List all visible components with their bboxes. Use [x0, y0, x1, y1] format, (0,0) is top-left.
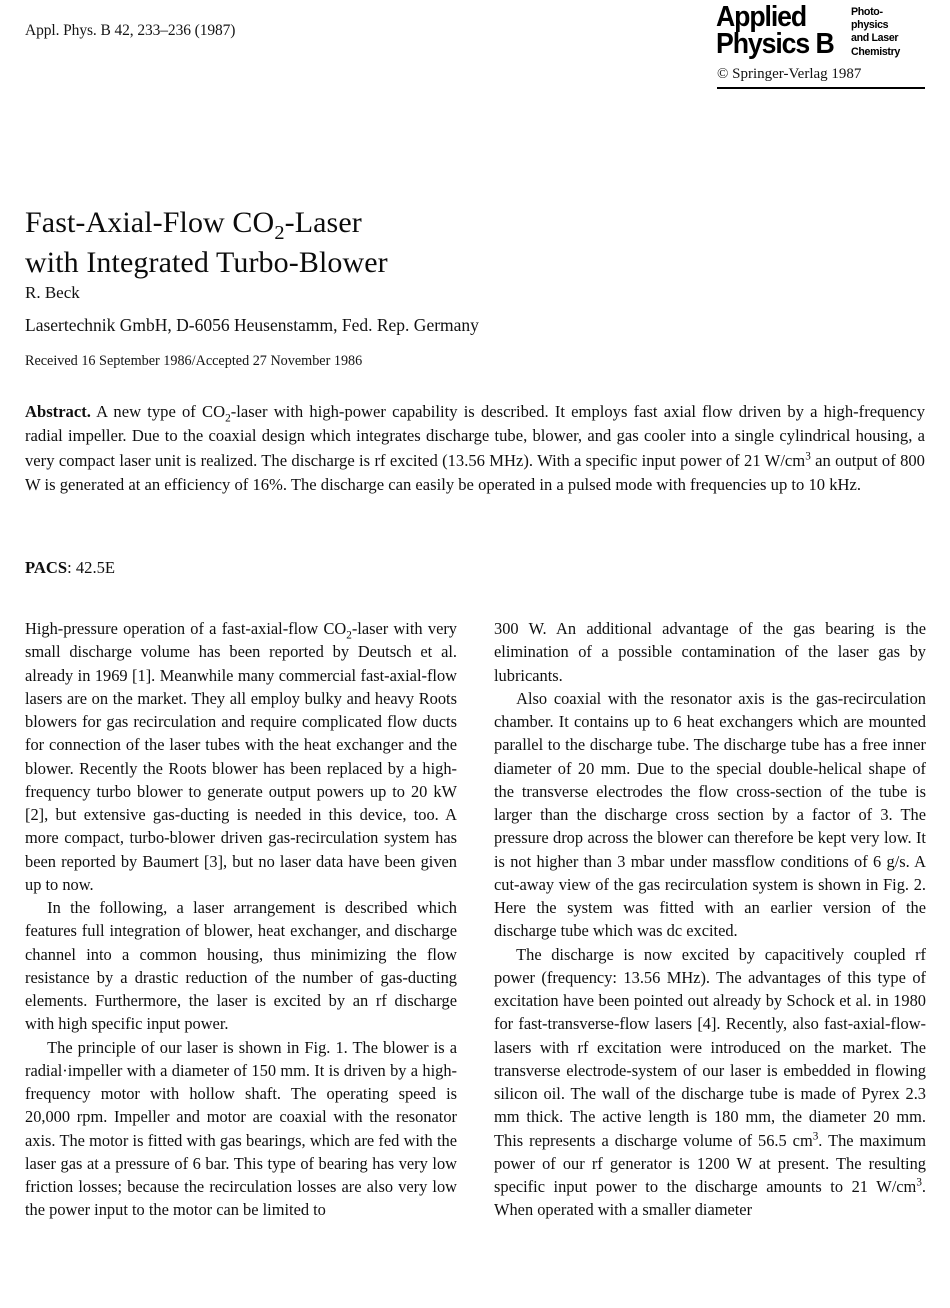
journal-subtitle-line1: Photo-: [850, 6, 883, 18]
body-columns: [25, 617, 927, 1222]
title-subscript: 2: [274, 222, 285, 245]
paragraph: The principle of our laser is shown in Fig. 1. The blower is a radial·impeller with a diameter of 150 mm. It is driven by a high-frequency motor with hollow shaft. The operating speed is 20,000 rpm. Impeller and motor are coaxial with the resonator axis. The motor is fitted with gas bearings, which are fed with the laser gas at a pressure of 6 bar. This type of bearing has very low friction losses; because the recirculation losses are also very low the power input to the motor can be limited to: [25, 1037, 457, 1220]
right-p3-superscript-2: 3: [916, 1176, 922, 1189]
paragraph: 300 W. An additional advantage of the gas bearing is the elimination of a possible contamination of the laser gas by lubricants.: [494, 619, 926, 685]
paragraph: In the following, a laser arrangement is described which features full integration of blower, heat exchanger, and discharge channel into a common housing, thus minimizing the flow resistance by a drastic reduction of the number of gas-ducting elements. Furthermore, the laser is excited by an rf discharge with high specific input power.: [25, 898, 457, 1034]
masthead-divider: [717, 87, 925, 90]
submission-history: Received 16 September 1986/Accepted 27 November 1986: [25, 353, 363, 369]
abstract-superscript-1: 3: [805, 450, 811, 463]
author-name: R. Beck: [25, 283, 80, 302]
right-p3-superscript-1: 3: [812, 1130, 819, 1143]
paragraph: [25, 617, 457, 896]
right-p3-text-2: . The maximum power of our rf generator is 1200 W at present. The resulting specific input power to the discharge amounts to 21 W/cm: [494, 1130, 926, 1196]
author-affiliation: Lasertechnik GmbH, D-6056 Heusenstamm, Fed. Rep. Germany: [25, 315, 479, 335]
journal-name-line1: Applied: [716, 1, 807, 33]
abstract-text-1: A new type of CO: [90, 402, 226, 421]
abstract-text-2: -laser with high-power capability is described. It employs fast axial flow driven by a high-frequency radial impeller. Due to the coaxial design which integrates discharge tube, blower, and gas cooler into a single cylindrical housing, a very compact laser unit is realized. The discharge is rf excited (13.56 MHz). With a specific input power of 21 W/cm: [25, 402, 926, 470]
pacs-value: : 42.5E: [67, 558, 116, 577]
right-p3-text-1: The discharge is now excited by capacitively coupled rf power (frequency: 13.56 MHz). The advantages of this type of excitation have been pointed out already by Schock et al. in 1980 for fast-transverse-flow lasers [4]. Recently, also fast-axial-flow-lasers with rf excitation were introduced on the market. The transverse electrode-system of our laser is embedded in flowing silicon oil. The wall of the discharge tube is made of Pyrex 2.3 mm thick. The active length is 180 mm, the diameter 20 mm. This represents a discharge volume of 56.5 cm: [494, 944, 926, 1150]
journal-subtitle-line4: Chemistry: [850, 45, 900, 58]
left-p1-text-1: High-pressure operation of a fast-axial-flow CO: [25, 619, 347, 638]
journal-name-line2: Physics B: [716, 28, 834, 61]
copyright-line: © Springer-Verlag 1987: [717, 65, 862, 82]
left-p1-text-2: -laser with very small discharge volume has been reported by Deutsch et al. already in 1969 [1]. Meanwhile many commercial fast-axial-flow lasers are on the market. They all employ bulky and heavy Roots blowers for gas recirculation and require complicated flow ducts for connection of the laser tubes with the heat exchanger and the blower. Recently the Roots blower has been replaced by a high-frequency turbo blower to generate output powers up to 20 kW [2], but extensive gas-ducting is needed in this device, too. A more compact, turbo-blower driven gas-recirculation system has been reported by Baumert [3], but no laser data have been given up to now.: [25, 619, 457, 894]
paragraph: Also coaxial with the resonator axis is the gas-recirculation chamber. It contains up to 6 heat exchangers which are mounted parallel to the discharge tube. The discharge tube has a free inner diameter of 20 mm. Due to the special double-helical shape of the transverse electrodes the flow cross-section of the tube is larger than the discharge cross section by a factor of 3. The pressure drop across the blower can therefore be kept very low. It is not higher than 3 mbar under massflow conditions of 6 g/s. A cut-away view of the gas recirculation system is shown in Fig. 2. Here the system was fitted with an earlier version of the discharge tube which was dc excited.: [494, 688, 926, 941]
pacs-label: PACS: [25, 558, 68, 577]
abstract-section: [25, 400, 925, 497]
right-column: [494, 617, 926, 1222]
journal-subtitle-line2: physics: [850, 19, 889, 32]
abstract-label: Abstract.: [25, 402, 91, 421]
paragraph: [494, 943, 926, 1222]
journal-logo: [716, 1, 930, 61]
running-head-citation: Appl. Phys. B 42, 233–236 (1987): [25, 22, 236, 39]
journal-name: [716, 1, 834, 61]
left-p1-subscript: 2: [346, 629, 352, 642]
article-title-line1: Fast-Axial-Flow $CO_2$-Laser: [25, 206, 362, 245]
abstract-subscript-1: 2: [225, 412, 231, 425]
page-title: [25, 203, 665, 283]
abstract-text-3: an output of 800 W is generated at an efficiency of 16%. The discharge can easily be operated in a pulsed mode with frequencies up to 10 kHz.: [25, 450, 925, 494]
pacs-line: [25, 558, 115, 578]
article-title-line2: with Integrated Turbo-Blower: [25, 245, 388, 279]
journal-subtitle-line3: and Laser: [850, 32, 899, 45]
left-column: [25, 617, 457, 1222]
journal-masthead: [716, 1, 930, 89]
journal-subtitle: [851, 4, 900, 59]
right-p3-text-3: . When operated with a smaller diameter: [494, 1177, 926, 1220]
